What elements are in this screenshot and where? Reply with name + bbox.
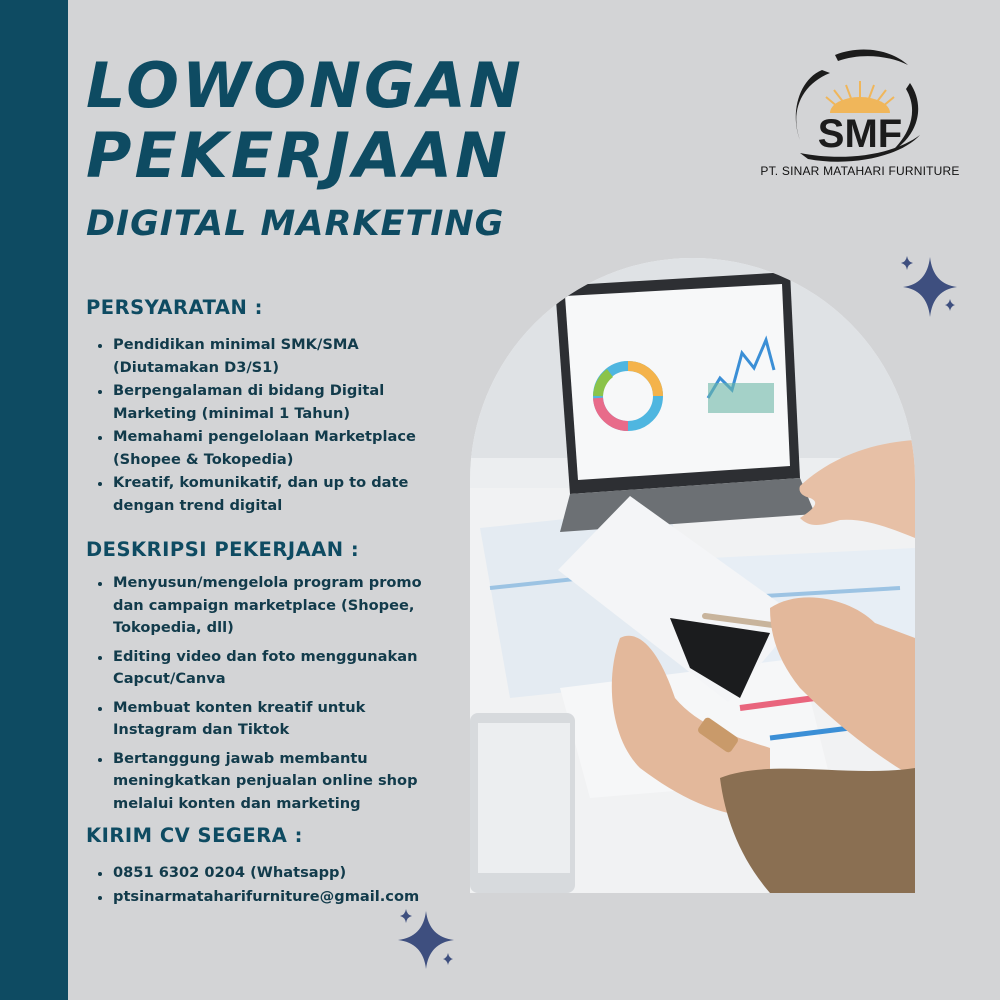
- list-item: Berpengalaman di bidang Digital Marketing (minimal 1 Tahun): [96, 380, 441, 425]
- sparkle-icon: [392, 905, 462, 975]
- list-item: Bertanggung jawab membantu meningkatkan penjualan online shop melalui konten dan marketing: [96, 748, 441, 816]
- company-name: PT. SINAR MATAHARI FURNITURE: [760, 164, 960, 178]
- email-contact: ptsinarmataharifurniture@gmail.com: [96, 886, 441, 909]
- title-line-1: LOWONGAN: [86, 49, 524, 122]
- title-line-2: PEKERJAAN: [86, 119, 510, 192]
- list-item: Editing video dan foto menggunakan Capcut/Canva: [96, 646, 441, 691]
- logo-text: SMF: [817, 112, 903, 156]
- list-item: Membuat konten kreatif untuk Instagram dan Tiktok: [96, 697, 441, 742]
- position-title: DIGITAL MARKETING: [86, 204, 505, 244]
- job-description-list: [96, 572, 441, 815]
- list-item: Menyusun/mengelola program promo dan campaign marketplace (Shopee, Tokopedia, dll): [96, 572, 441, 640]
- contact-heading: KIRIM CV SEGERA :: [86, 824, 303, 847]
- list-item: Pendidikan minimal SMK/SMA (Diutamakan D3/S1): [96, 334, 441, 379]
- requirements-heading: PERSYARATAN :: [86, 296, 263, 319]
- company-logo: [760, 35, 960, 185]
- requirements-list: [96, 334, 441, 517]
- sparkle-icon: [895, 252, 965, 322]
- phone-contact: 0851 6302 0204 (Whatsapp): [96, 862, 441, 885]
- contact-list: [96, 862, 441, 908]
- smf-logo-icon: [760, 35, 960, 185]
- list-item: Kreatif, komunikatif, dan up to date dengan trend digital: [96, 472, 441, 517]
- job-description-heading: DESKRIPSI PEKERJAAN :: [86, 538, 360, 561]
- side-bar: [0, 0, 68, 1000]
- list-item: Memahami pengelolaan Marketplace (Shopee & Tokopedia): [96, 426, 441, 471]
- office-photo: [470, 258, 915, 893]
